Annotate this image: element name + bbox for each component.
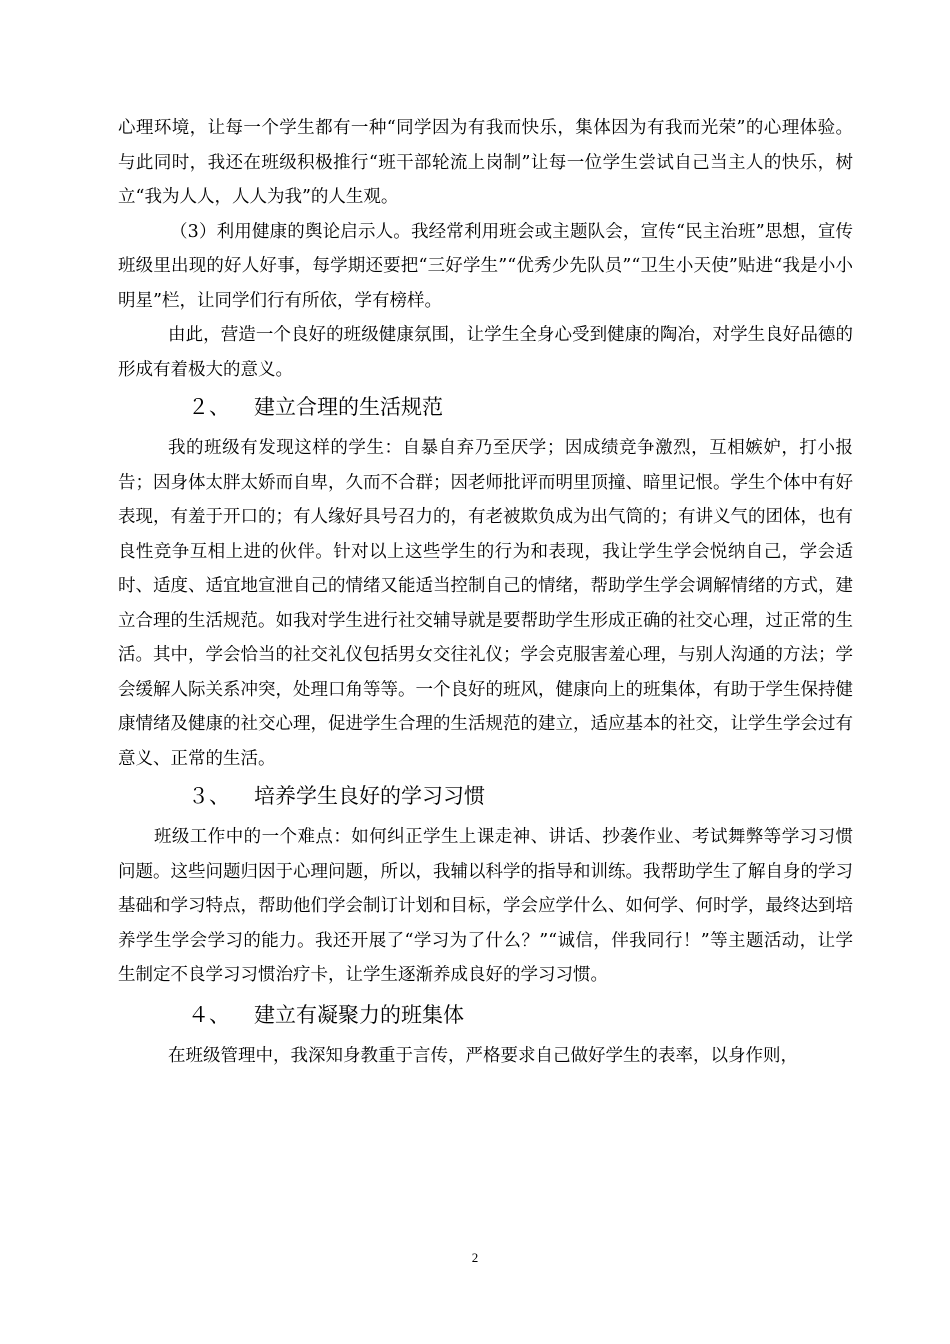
paragraph-class-management: 在班级管理中，我深知身教重于言传，严格要求自己做好学生的表率，以身作则，: [168, 1045, 798, 1066]
paragraph-public-opinion: （3）利用健康的舆论启示人。我经常利用班会或主题队会，宣传“民主治班”思想，宣传班级里出现的好人好事，每学期还要把“三好学生”“优秀少先队员”“卫生小天使”贴进“我是小小明星”栏，让同学们行有所依，学有榜样。: [118, 221, 853, 311]
paragraph-study-habits: 班级工作中的一个难点：如何纠正学生上课走神、讲话、抄袭作业、考试舞弊等学习习惯问题。这些问题归因于心理问题，所以，我辅以科学的指导和训练。我帮助学生了解自身的学习基础和学习特点，帮助他们学会制订计划和目标，学会应学什么、如何学、何时学，最终达到培养学生学会学习的能力。我还开展了“学习为了什么？”“诚信，伴我同行！”等主题活动，让学生制定不良学习习惯治疗卡，让学生逐渐养成良好的学习习惯。: [118, 827, 853, 985]
section-heading-cohesive-class: [118, 1000, 853, 1030]
section-number: ３、: [188, 784, 230, 808]
paragraph-life-norms: 我的班级有发现这样的学生：自暴自弃乃至厌学；因成绩竞争激烈，互相嫉妒，打小报告；因身体太胖太娇而自卑，久而不合群；因老师批评而明里顶撞、暗里记恨。学生个体中有好表现，有羞于开口的；有人缘好具号召力的，有老被欺负成为出气筒的；有讲义气的团体，也有良性竞争互相上进的伙伴。针对以上这些学生的行为和表现，我让学生学会悦纳自己，学会适时、适度、适宜地宣泄自己的情绪又能适当控制自己的情绪，帮助学生学会调解情绪的方式，建立合理的生活规范。如我对学生进行社交辅导就是要帮助学生形成正确的社交心理，过正常的生活。其中，学会恰当的社交礼仪包括男女交往礼仪；学会克服害羞心理，与别人沟通的方法；学会缓解人际关系冲突，处理口角等等。一个良好的班风，健康向上的班集体，有助于学生保持健康情绪及健康的社交心理，促进学生合理的生活规范的建立，适应基本的社交，让学生学会过有意义、正常的生活。: [118, 438, 853, 769]
section-number: ４、: [188, 1002, 230, 1027]
section-title: 建立合理的生活规范: [254, 395, 443, 419]
section-heading-life-norms: [118, 392, 853, 422]
paragraph-psych-environment: 心理环境，让每一个学生都有一种“同学因为有我而快乐，集体因为有我而光荣”的心理体验。与此同时，我还在班级积极推行“班干部轮流上岗制”让每一位学生尝试自己当主人的快乐，树立“我为人人，人人为我”的人生观。: [118, 118, 853, 207]
section-heading-study-habits: [118, 781, 853, 811]
section-title: 建立有凝聚力的班集体: [254, 1002, 464, 1027]
section-number: ２、: [188, 395, 230, 419]
section-title: 培养学生良好的学习习惯: [254, 784, 485, 808]
document-body: [118, 111, 853, 1073]
page-number: 2: [471, 1250, 479, 1265]
paragraph-healthy-atmosphere: 由此，营造一个良好的班级健康氛围，让学生全身心受到健康的陶冶，对学生良好品德的形成有着极大的意义。: [118, 325, 853, 380]
